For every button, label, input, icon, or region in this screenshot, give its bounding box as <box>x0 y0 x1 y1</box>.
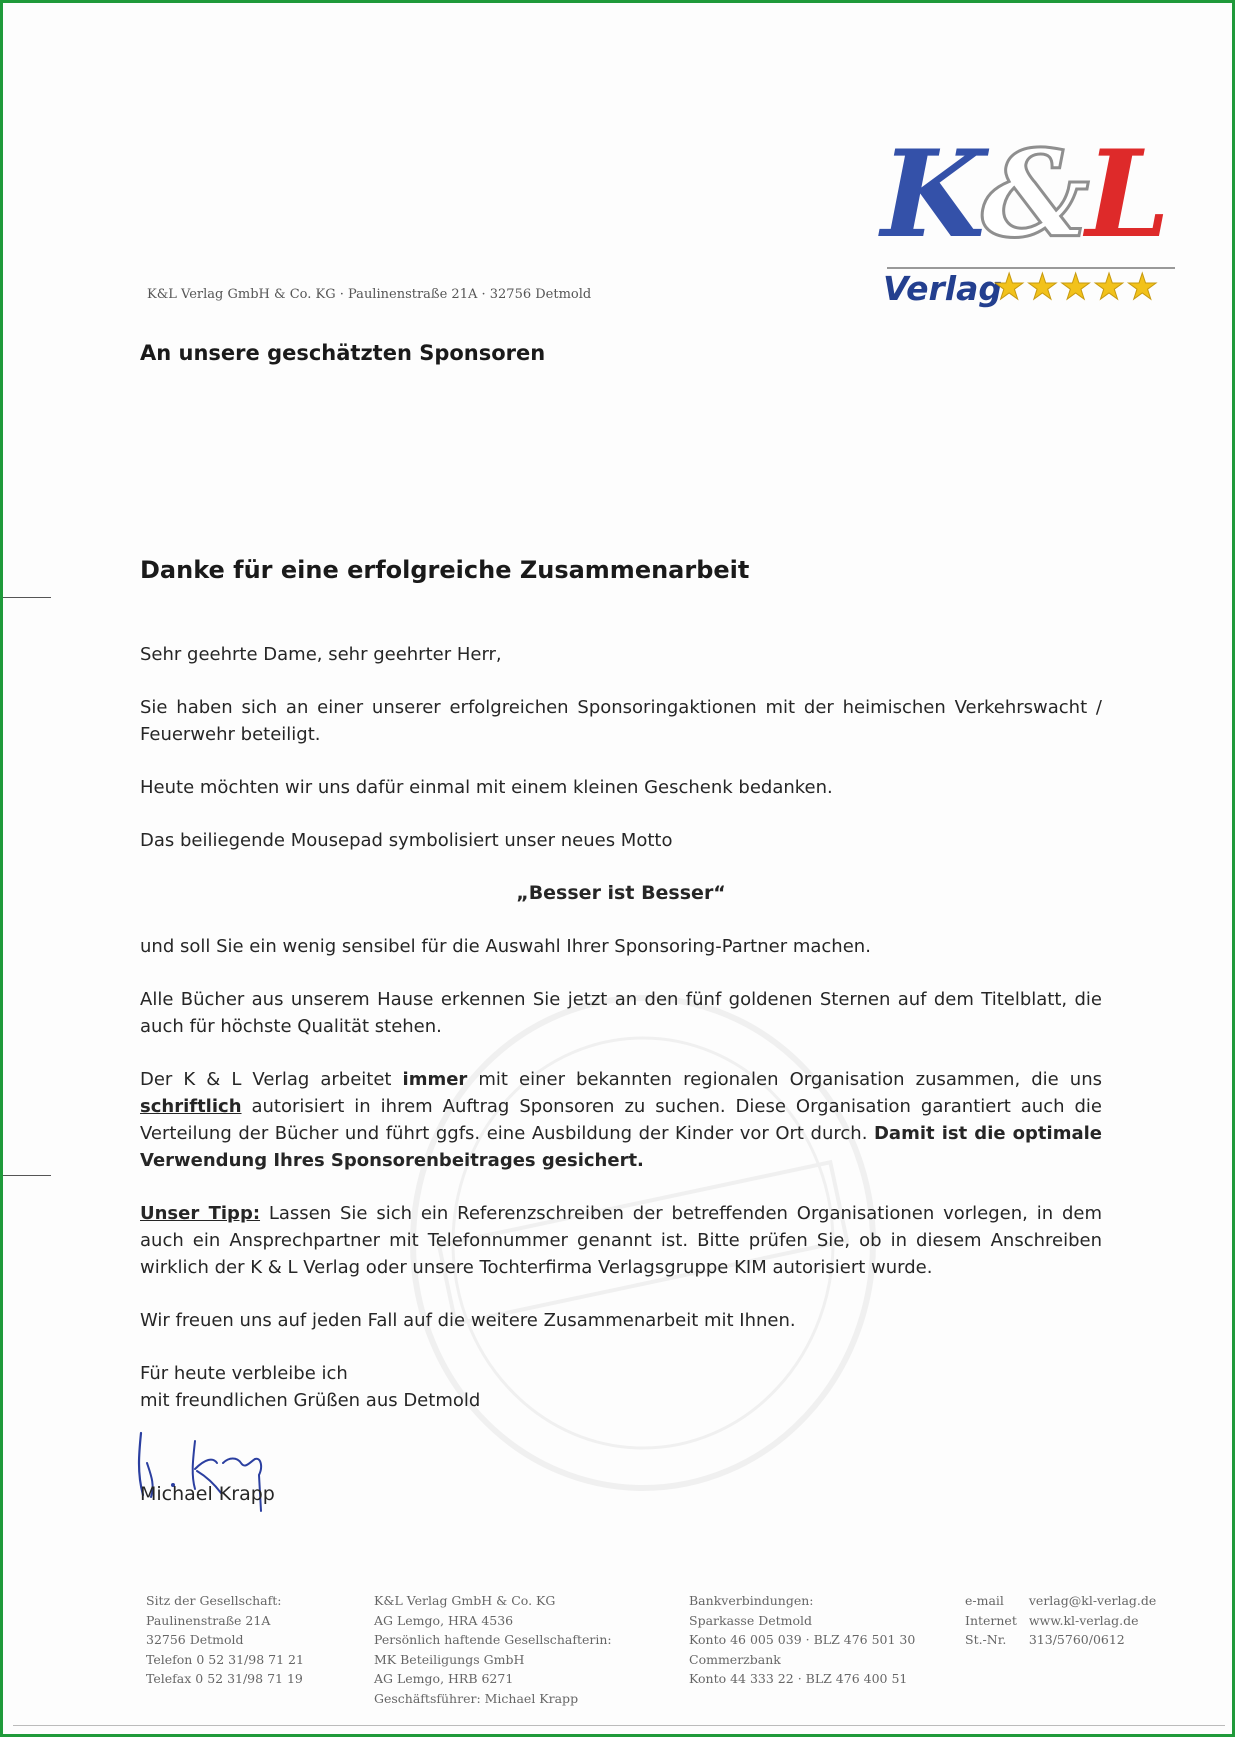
footer-contact-table <box>965 1591 1168 1650</box>
closing-line-2: mit freundlichen Grüßen aus Detmold <box>140 1390 481 1411</box>
company-logo <box>881 124 1183 313</box>
footer-line: Sitz der Gesellschaft: <box>146 1593 282 1608</box>
footer-contact-label: e-mail <box>965 1593 1004 1608</box>
fold-mark-bottom <box>3 1175 51 1176</box>
paragraph-7 <box>140 1200 1102 1281</box>
paragraph-1: Sie haben sich an einer unserer erfolgreichen Sponsoringaktionen mit der heimischen Verkehrswacht / Feuerwehr beteiligt. <box>140 697 1102 745</box>
footer-bank-details <box>689 1591 915 1689</box>
footer-line: Konto 46 005 039 · BLZ 476 501 30 <box>689 1632 916 1647</box>
footer-line: 32756 Detmold <box>146 1632 244 1647</box>
footer-registration <box>374 1591 612 1708</box>
footer-website-link[interactable]: www.kl-verlag.de <box>1028 1612 1139 1628</box>
p6-text-a: Der K & L Verlag arbeitet <box>140 1069 403 1090</box>
subject-line: Danke für eine erfolgreiche Zusammenarbeit <box>140 556 750 584</box>
footer-contact <box>965 1591 1168 1650</box>
footer-line: Geschäftsführer: Michael Krapp <box>374 1690 579 1706</box>
footer-tax-number: 313/5760/0612 <box>1028 1632 1125 1647</box>
p6-emphasis-immer: immer <box>402 1069 468 1090</box>
footer-line: MK Beteiligungs GmbH <box>374 1651 525 1667</box>
greeting: Sehr geehrte Dame, sehr geehrter Herr, <box>140 644 502 665</box>
logo-stars-icon: ★★★★★ <box>993 267 1160 308</box>
logo-mark: K&L <box>881 124 1167 265</box>
footer-line: Commerzbank <box>689 1651 781 1667</box>
footer-contact-row <box>965 1611 1168 1631</box>
logo-word: Verlag <box>883 269 1002 308</box>
footer-contact-label: Internet <box>965 1612 1017 1628</box>
motto: „Besser ist Besser“ <box>516 882 726 904</box>
footer-line: Telefax 0 52 31/98 71 19 <box>146 1671 303 1686</box>
closing-line-1: Für heute verbleibe ich <box>140 1363 348 1384</box>
footer-contact-label: St.-Nr. <box>965 1632 1007 1647</box>
paragraph-6 <box>140 1066 1102 1174</box>
footer-line: Bankverbindungen: <box>689 1593 814 1608</box>
recipient: An unsere geschätzten Sponsoren <box>140 341 546 365</box>
paragraph-4: und soll Sie ein wenig sensibel für die Auswahl Ihrer Sponsoring-Partner machen. <box>140 936 871 957</box>
signer-name: Michael Krapp <box>140 1483 275 1505</box>
p6-text-e: autorisiert in ihrem Auftrag Sponsoren zu suchen. Diese Organisation garantiert auch die Verteilung der Bücher und führt ggfs. eine Ausbildung der Kinder vor Ort durch. <box>140 1096 1102 1144</box>
paragraph-5: Alle Bücher aus unserem Hause erkennen Sie jetzt an den fünf goldenen Sternen auf dem Titelblatt, die auch für höchste Qualität stehen. <box>140 989 1102 1037</box>
p6-emphasis-schriftlich: schriftlich <box>140 1096 242 1117</box>
p6-text-c: mit einer bekannten regionalen Organisation zusammen, die uns <box>467 1069 1102 1090</box>
footer-company-seat <box>146 1591 304 1689</box>
footer-contact-row <box>965 1591 1168 1611</box>
letter-body <box>140 641 1102 1414</box>
paragraph-8: Wir freuen uns auf jeden Fall auf die weitere Zusammenarbeit mit Ihnen. <box>140 1310 796 1331</box>
p6-emphasis-conclusion: Damit ist die optimale Verwendung Ihres Sponsorenbeitrages gesichert. <box>140 1123 1102 1171</box>
paragraph-3: Das beiliegende Mousepad symbolisiert unser neues Motto <box>140 830 673 851</box>
footer-line: Persönlich haftende Gesellschafterin: <box>374 1632 612 1647</box>
sender-line: K&L Verlag GmbH & Co. KG · Paulinenstraße 21A · 32756 Detmold <box>147 287 592 302</box>
footer-line: AG Lemgo, HRA 4536 <box>374 1612 514 1628</box>
footer-line: Telefon 0 52 31/98 71 21 <box>146 1651 304 1667</box>
footer-contact-row <box>965 1630 1168 1650</box>
tip-text: Lassen Sie sich ein Referenzschreiben der betreffenden Organisationen vorlegen, in dem auch ein Ansprechpartner mit Telefonnummer genannt ist. Bitte prüfen Sie, ob in diesem Anschreiben wirklich der K & L Verlag oder unsere Tochterfirma Verlagsgruppe KIM autorisiert wurde. <box>140 1203 1102 1278</box>
footer-line: AG Lemgo, HRB 6271 <box>374 1671 514 1686</box>
footer-email-link[interactable]: verlag@kl-verlag.de <box>1028 1593 1157 1608</box>
tip-label: Unser Tipp: <box>140 1203 261 1224</box>
footer-line: Konto 44 333 22 · BLZ 476 400 51 <box>689 1671 908 1686</box>
footer-line: Paulinenstraße 21A <box>146 1612 271 1628</box>
fold-mark-top <box>3 597 51 598</box>
footer-line: Sparkasse Detmold <box>689 1612 813 1628</box>
bottom-rule <box>13 1725 1225 1726</box>
footer-line: K&L Verlag GmbH & Co. KG <box>374 1593 556 1608</box>
paragraph-2: Heute möchten wir uns dafür einmal mit einem kleinen Geschenk bedanken. <box>140 777 833 798</box>
